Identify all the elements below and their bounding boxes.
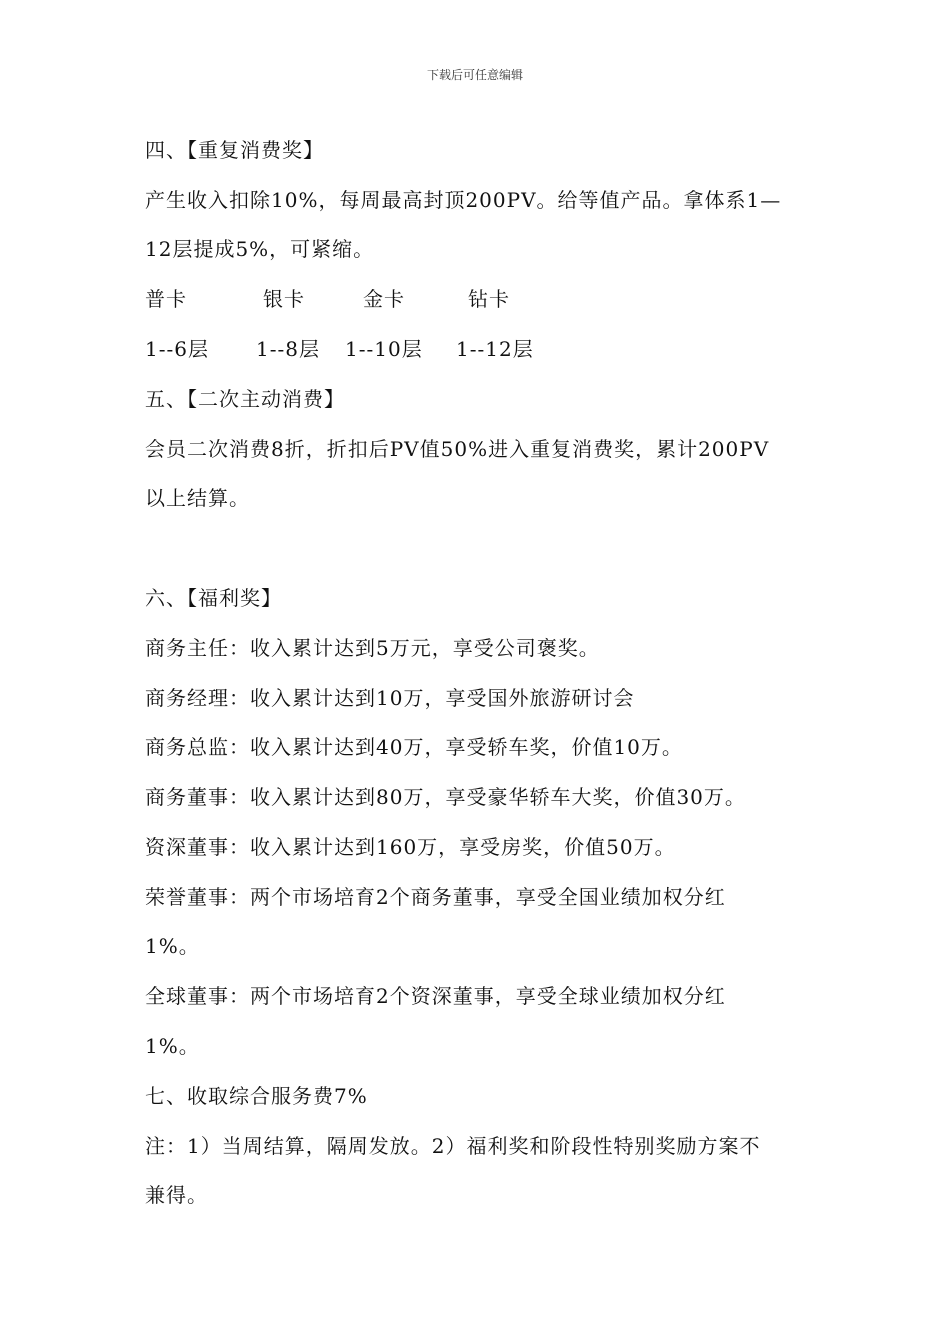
welfare-item: 商务总监：收入累计达到40万，享受轿车奖，价值10万。 — [145, 735, 683, 759]
section-4-text: 产生收入扣除10%，每周最高封顶200PV。给等值产品。拿体系1— — [145, 188, 782, 212]
section-7-title: 七、收取综合服务费7% — [145, 1084, 368, 1108]
card-label: 金卡 — [363, 287, 405, 311]
level-label: 1--6层 — [145, 337, 209, 361]
welfare-item: 商务董事：收入累计达到80万，享受豪华轿车大奖，价值30万。 — [145, 785, 746, 809]
level-label: 1--12层 — [456, 337, 534, 361]
welfare-item: 荣誉董事：两个市场培育2个商务董事，享受全国业绩加权分红 — [145, 885, 726, 909]
welfare-item: 全球董事：两个市场培育2个资深董事，享受全球业绩加权分红 — [145, 984, 726, 1008]
welfare-item: 资深董事：收入累计达到160万，享受房奖，价值50万。 — [145, 835, 676, 859]
section-5-text: 以上结算。 — [145, 486, 250, 510]
page-header: 下载后可任意编辑 — [426, 68, 523, 82]
note-text: 兼得。 — [145, 1183, 208, 1207]
card-label: 银卡 — [263, 287, 305, 311]
section-4-title: 四、【重复消费奖】 — [145, 138, 324, 162]
level-label: 1--10层 — [345, 337, 423, 361]
section-5-title: 五、【二次主动消费】 — [145, 387, 345, 411]
card-label: 普卡 — [145, 287, 187, 311]
level-label: 1--8层 — [256, 337, 320, 361]
note-text: 注：1）当周结算，隔周发放。2）福利奖和阶段性特别奖励方案不 — [145, 1134, 761, 1158]
section-4-text: 12层提成5%，可紧缩。 — [145, 237, 375, 261]
welfare-item: 商务主任：收入累计达到5万元，享受公司褒奖。 — [145, 636, 600, 660]
welfare-item: 商务经理：收入累计达到10万，享受国外旅游研讨会 — [145, 686, 635, 710]
section-5-text: 会员二次消费8折，折扣后PV值50%进入重复消费奖，累计200PV — [145, 437, 770, 461]
welfare-item: 1%。 — [145, 1034, 200, 1058]
welfare-item: 1%。 — [145, 934, 200, 958]
section-6-title: 六、【福利奖】 — [145, 586, 282, 610]
card-label: 钻卡 — [468, 287, 510, 311]
